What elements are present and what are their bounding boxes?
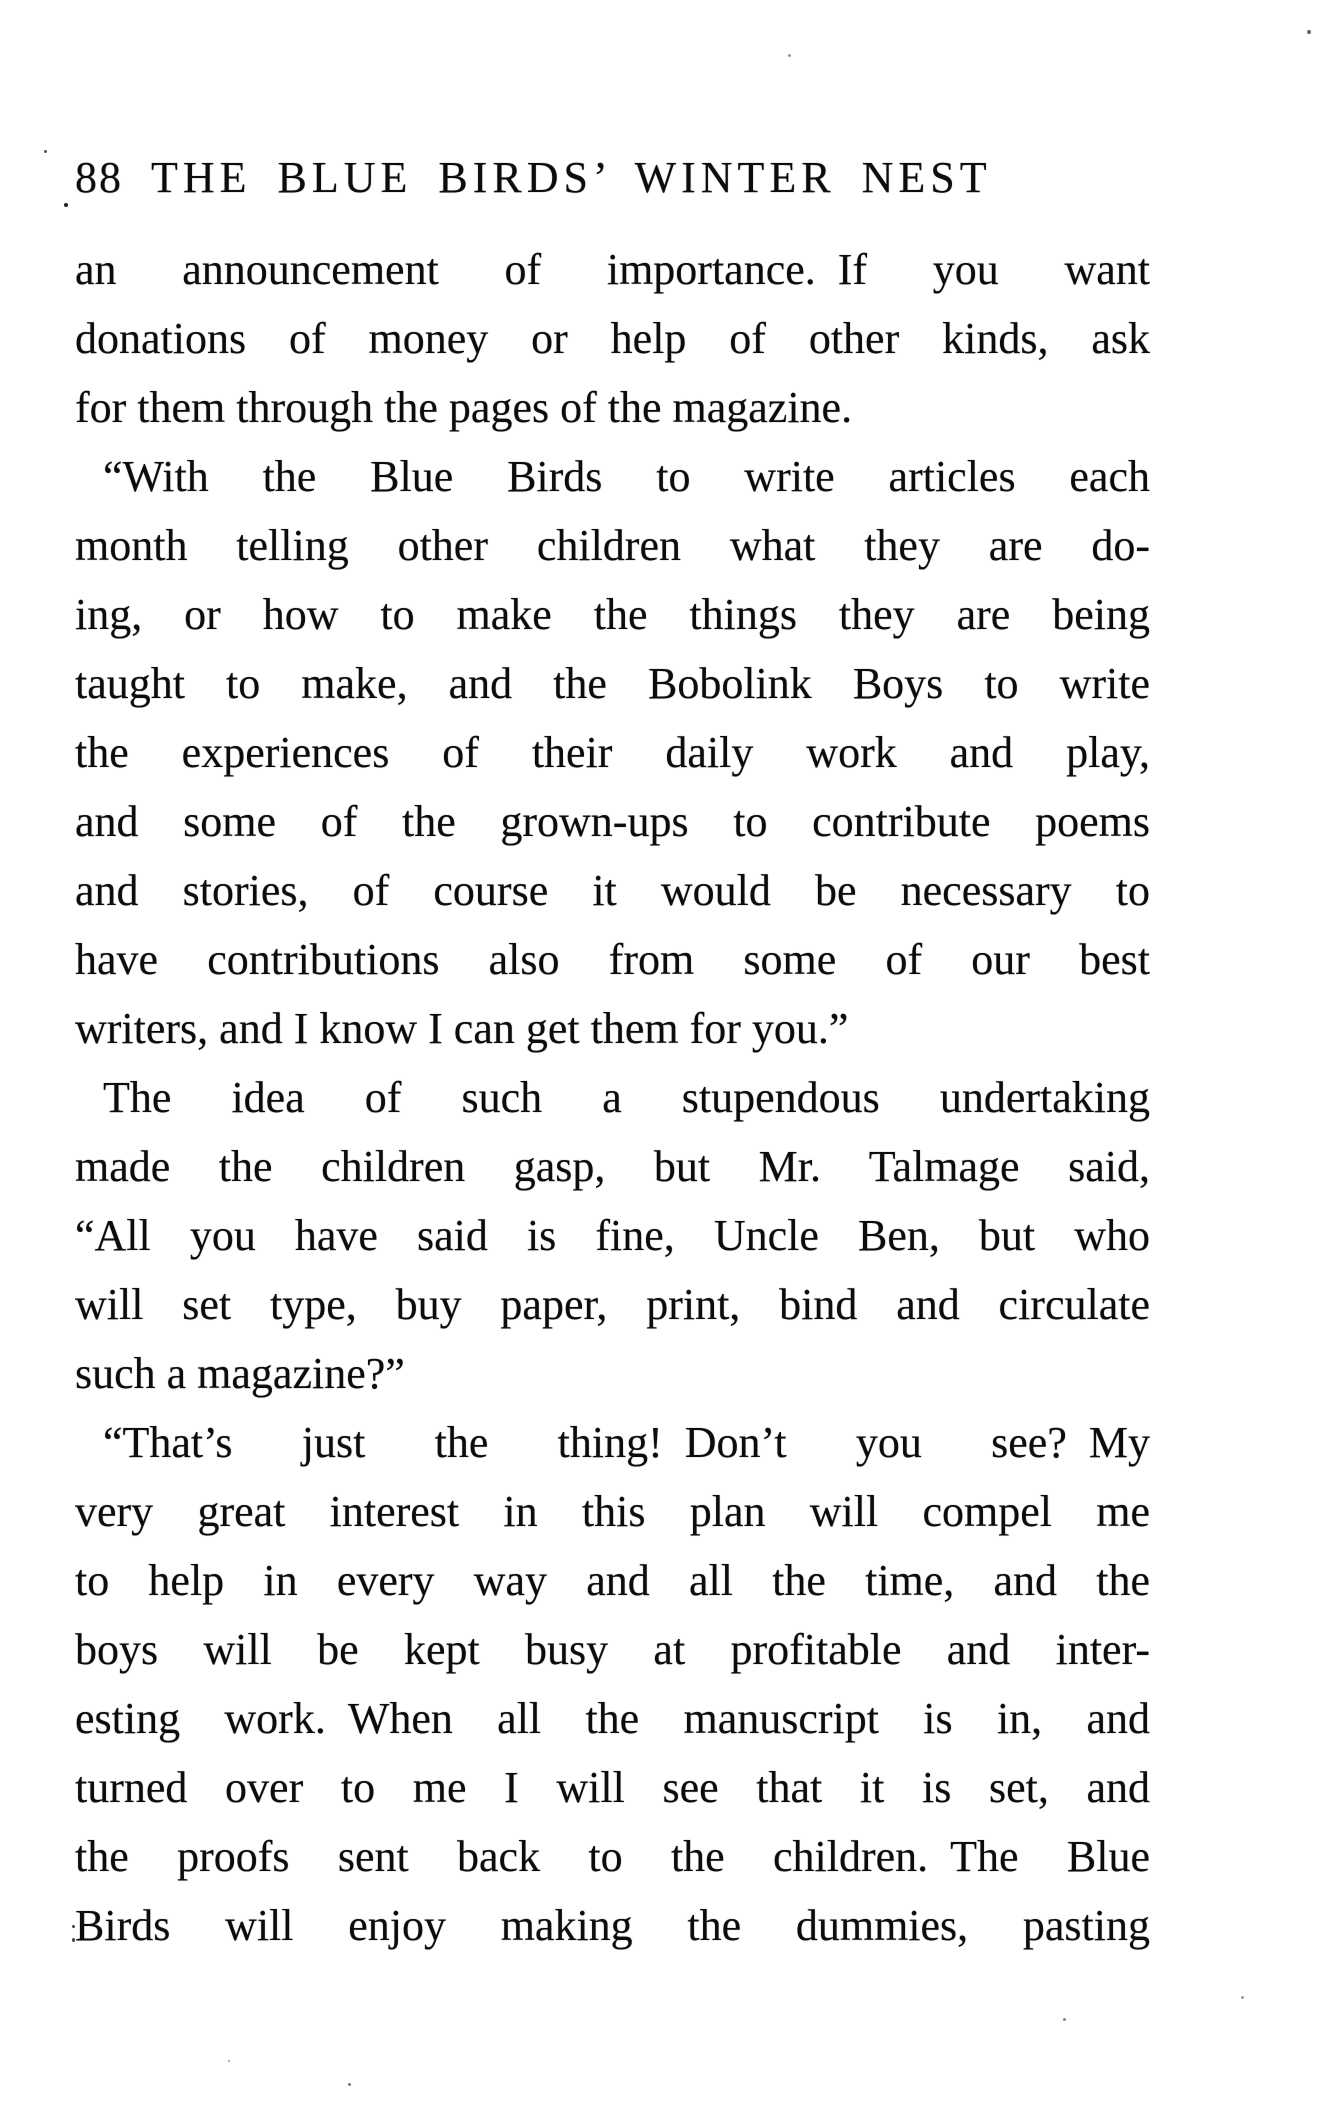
text-line: taught to make, and the Bobolink Boys to write <box>75 659 1150 708</box>
text-line: made the children gasp, but Mr. Talmage said, <box>75 1142 1150 1191</box>
text-line: and some of the grown-ups to contribute poems <box>75 797 1150 846</box>
text-line: to help in every way and all the time, and the <box>75 1556 1150 1605</box>
running-title: THE BLUE BIRDS’ WINTER NEST <box>151 153 992 202</box>
scan-speck <box>1241 1996 1244 1999</box>
scan-speck <box>1063 2018 1066 2021</box>
text-line: boys will be kept busy at profitable and inter- <box>75 1625 1150 1674</box>
text-line: such a magazine?” <box>75 1349 405 1398</box>
text-line: ing, or how to make the things they are being <box>75 590 1150 639</box>
text-line: and stories, of course it would be necessary to <box>75 866 1150 915</box>
text-line: esting work. When all the manuscript is in, and <box>75 1694 1150 1743</box>
text-line: writers, and I know I can get them for you.” <box>75 1004 849 1053</box>
scan-speck <box>1307 30 1311 34</box>
page-number: 88 <box>75 153 123 202</box>
text-line: “All you have said is fine, Uncle Ben, but who <box>75 1211 1150 1260</box>
running-header <box>75 143 1150 212</box>
scan-speck <box>72 1938 75 1942</box>
text-line: the experiences of their daily work and play, <box>75 728 1150 777</box>
scan-speck <box>228 2060 230 2062</box>
scan-speck <box>72 1925 75 1928</box>
text-line: an announcement of importance. If you want <box>75 245 1150 294</box>
text-line: for them through the pages of the magazine. <box>75 383 853 432</box>
text-line: Birds will enjoy making the dummies, pasting <box>75 1901 1150 1950</box>
body-text <box>75 235 1150 1960</box>
scan-speck <box>64 203 68 207</box>
text-line: “With the Blue Birds to write articles each <box>103 452 1150 501</box>
text-line: “That’s just the thing! Don’t you see? My <box>103 1418 1150 1467</box>
text-line: month telling other children what they are do- <box>75 521 1150 570</box>
text-line: the proofs sent back to the children. The Blue <box>75 1832 1150 1881</box>
text-line: have contributions also from some of our best <box>75 935 1150 984</box>
scan-speck <box>44 150 47 153</box>
text-line: very great interest in this plan will compel me <box>75 1487 1150 1536</box>
text-line: donations of money or help of other kinds, ask <box>75 314 1150 363</box>
text-line: will set type, buy paper, print, bind and circulate <box>75 1280 1150 1329</box>
scan-speck <box>788 54 791 57</box>
scan-speck <box>348 2083 351 2086</box>
text-line: turned over to me I will see that it is set, and <box>75 1763 1150 1812</box>
text-line: The idea of such a stupendous undertaking <box>103 1073 1150 1122</box>
